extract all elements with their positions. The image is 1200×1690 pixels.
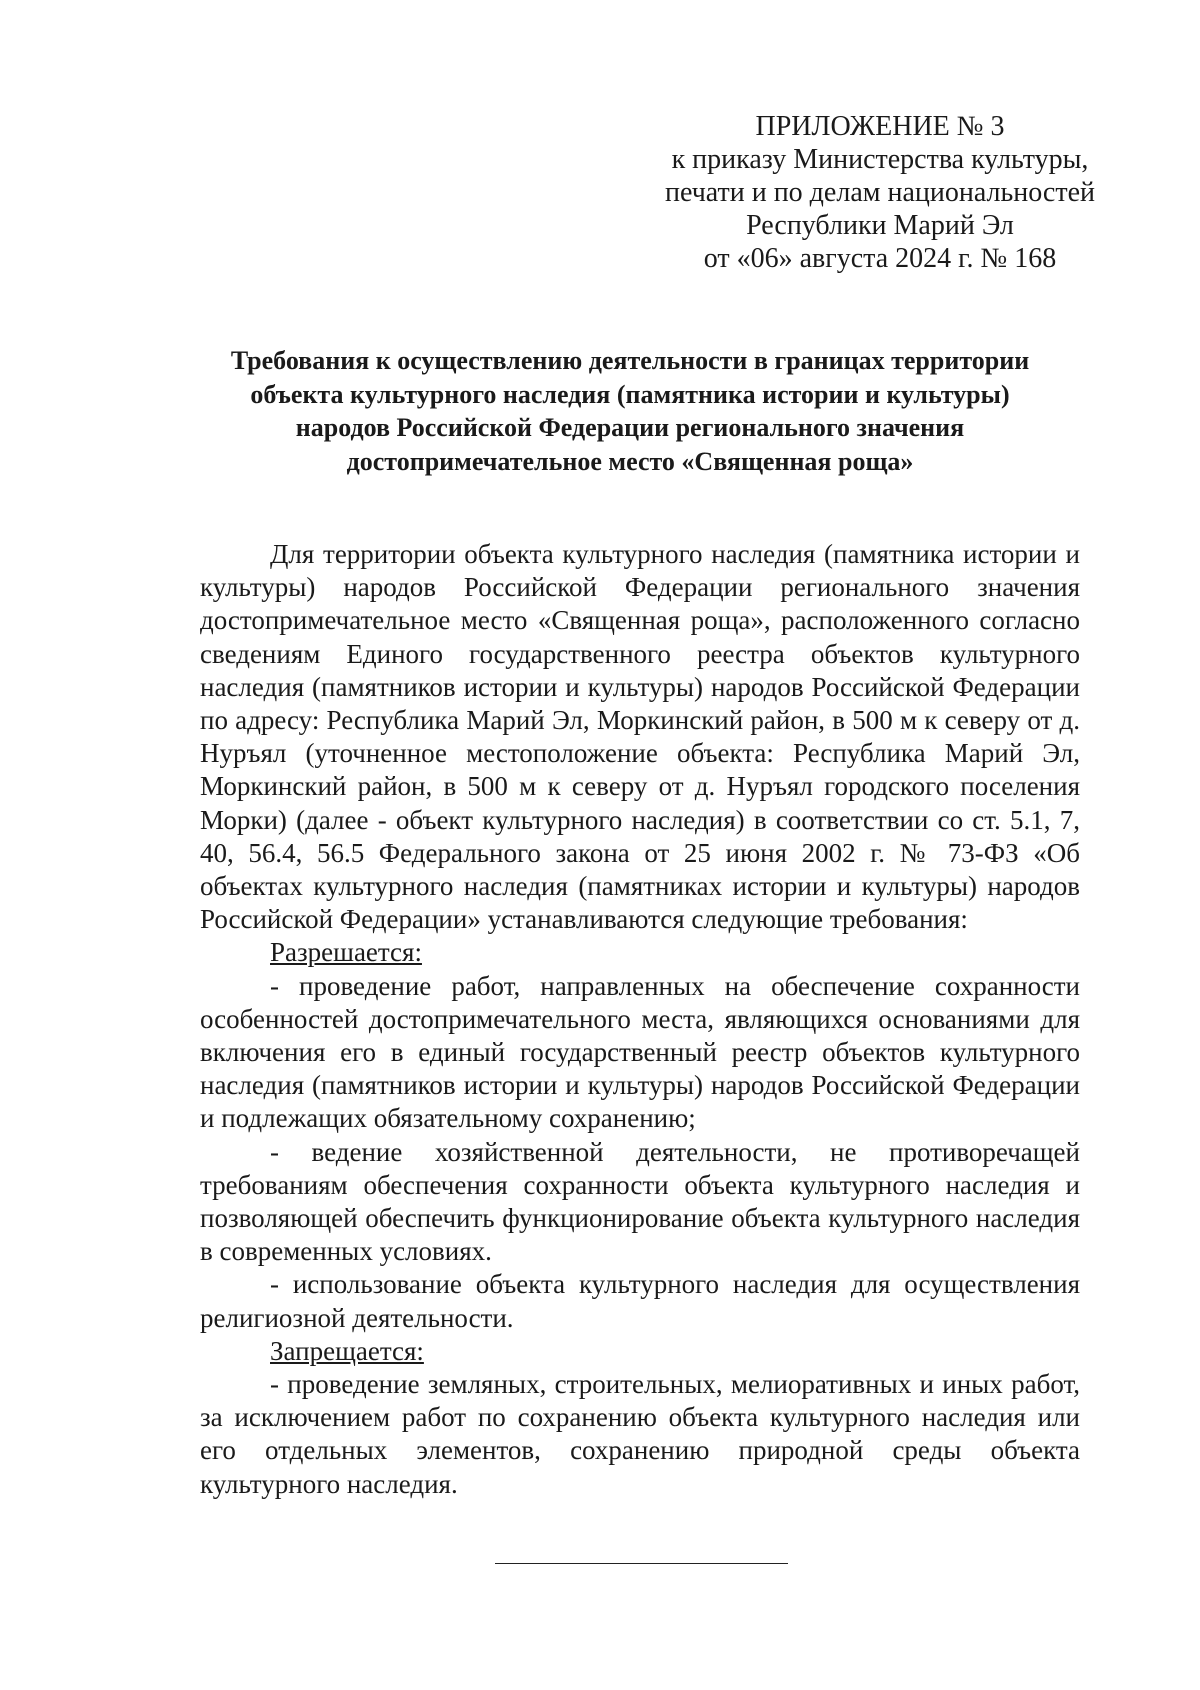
appendix-number: ПРИЛОЖЕНИЕ № 3 [755,111,1005,142]
title-line: Требования к осуществлению деятельности в границах территории [230,346,1030,375]
title-line: объекта культурного наследия (памятника истории и культуры) [250,379,1010,409]
end-separator-line [495,1563,788,1564]
document-body [200,538,1080,1501]
title-line: достопримечательное место «Священная роща» [346,446,914,476]
forbidden-heading: Запрещается: [270,1335,424,1366]
title-line: народов Российской Федерации регионального значения [295,413,965,442]
appendix-order-ref: к приказу Министерства культуры, [671,144,1089,175]
appendix-republic: Республики Марий Эл [746,210,1014,241]
forbidden-item: - проведение земляных, строительных, мелиоративных и иных работ, за исключением работ по сохранению объекта культурного наследия или его отдельных элементов, сохранению природной среды объекта культурного наследия. [200,1369,1080,1499]
appendix-ministry: печати и по делам национальностей [664,177,1096,208]
intro-paragraph: Для территории объекта культурного наследия (памятника истории и культуры) народов Российской Федерации регионального значения достопримечательное место «Священная роща», расположенного согласно сведениям Единого государственного реестра объектов культурного наследия (памятников истории и культуры) народов Российской Федерации по адресу: Республика Марий Эл, Моркинский район, в 500 м к северу от д. Нуръял (уточненное местоположение объекта: Республика Марий Эл, Моркинский район, в 500 м к северу от д. Нуръял городского поселения Морки) (далее - объект культурного наследия) в соответствии со ст. 5.1, 7, 40, 56.4, 56.5 Федерального закона от 25 июня 2002 г. № 73-ФЗ «Об объектах культурного наследия (памятниках истории и культуры) народов Российской Федерации» устанавливаются следующие требования: [200,539,1080,935]
allowed-item: - проведение работ, направленных на обеспечение сохранности особенностей достопримечательного места, являющихся основаниями для включения его в единый государственный реестр объектов культурного наследия (памятников истории и культуры) народов Российской Федерации и подлежащих обязательному сохранению; [200,970,1080,1134]
allowed-item: - использование объекта культурного наследия для осуществления религиозной деятельности. [200,1269,1080,1333]
allowed-heading: Разрешается: [270,937,422,968]
appendix-date: от «06» августа 2024 г. № 168 [703,243,1057,274]
allowed-item: - ведение хозяйственной деятельности, не противоречащей требованиям обеспечения сохранности объекта культурного наследия и позволяющей обеспечить функционирование объекта культурного наследия в современных условиях. [200,1136,1080,1267]
appendix-header [640,110,1120,275]
document-title [180,344,1080,478]
